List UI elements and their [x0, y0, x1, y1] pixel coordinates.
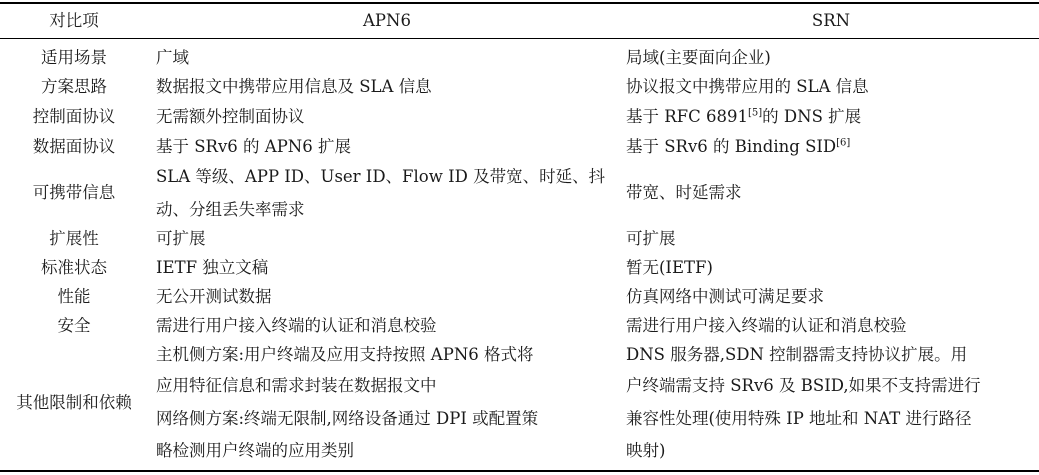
srn-text: 基于 SRv6 的 Binding SID — [626, 137, 837, 156]
srn-cell: 协议报文中携带应用的 SLA 信息 — [626, 77, 869, 96]
srn-cell: 兼容性处理(使用特殊 IP 地址和 NAT 进行路径 — [626, 409, 972, 428]
row-label: 可携带信息 — [32, 183, 116, 202]
bottom-rule — [0, 470, 1039, 472]
citation-ref: [6] — [836, 137, 851, 149]
row-label: 其他限制和依赖 — [16, 393, 132, 412]
header-rule — [0, 38, 1039, 39]
apn6-cell: 可扩展 — [156, 229, 206, 248]
apn6-cell: 动、分组丢失率需求 — [156, 200, 305, 219]
apn6-cell: 主机侧方案:用户终端及应用支持按照 APN6 格式将 — [156, 345, 534, 364]
header-item: 对比项 — [49, 11, 99, 30]
header-apn6: APN6 — [363, 11, 411, 30]
srn-cell: 可扩展 — [626, 229, 676, 248]
row-label: 适用场景 — [41, 48, 107, 67]
apn6-cell: 广域 — [156, 48, 189, 67]
srn-cell: 映射) — [626, 441, 666, 460]
apn6-cell: 需进行用户接入终端的认证和消息校验 — [156, 316, 437, 335]
apn6-cell: IETF 独立文稿 — [156, 258, 269, 277]
top-rule — [0, 2, 1039, 4]
apn6-cell: 数据报文中携带应用信息及 SLA 信息 — [156, 77, 432, 96]
srn-cell: 局域(主要面向企业) — [626, 48, 771, 67]
apn6-cell: 基于 SRv6 的 APN6 扩展 — [156, 137, 351, 156]
srn-cell: 仿真网络中测试可满足要求 — [626, 287, 824, 306]
srn-cell: 需进行用户接入终端的认证和消息校验 — [626, 316, 907, 335]
apn6-cell: 应用特征信息和需求封装在数据报文中 — [156, 376, 437, 395]
apn6-cell: 网络侧方案:终端无限制,网络设备通过 DPI 或配置策 — [156, 409, 539, 428]
srn-cell: 户终端需支持 SRv6 及 BSID,如果不支持需进行 — [626, 376, 981, 395]
citation-ref: [5] — [747, 107, 763, 119]
row-label: 方案思路 — [41, 77, 107, 96]
row-label: 扩展性 — [49, 229, 99, 248]
srn-cell — [626, 133, 1036, 161]
row-label: 性能 — [57, 287, 91, 306]
srn-cell — [626, 103, 1036, 131]
apn6-cell: 无需额外控制面协议 — [156, 107, 305, 126]
row-label: 安全 — [57, 316, 91, 335]
srn-text: 的 DNS 扩展 — [762, 107, 862, 126]
srn-cell: DNS 服务器,SDN 控制器需支持协议扩展。用 — [626, 345, 968, 364]
apn6-cell: SLA 等级、APP ID、User ID、Flow ID 及带宽、时延、抖 — [156, 167, 606, 186]
srn-text: 基于 RFC 6891 — [626, 107, 748, 126]
srn-cell: 暂无(IETF) — [626, 258, 713, 277]
row-label: 控制面协议 — [32, 107, 116, 126]
apn6-cell: 无公开测试数据 — [156, 287, 272, 306]
row-label: 数据面协议 — [32, 137, 116, 156]
apn6-cell: 略检测用户终端的应用类别 — [156, 441, 354, 460]
header-srn: SRN — [811, 11, 851, 30]
srn-cell: 带宽、时延需求 — [626, 183, 742, 202]
row-label: 标准状态 — [41, 258, 107, 277]
